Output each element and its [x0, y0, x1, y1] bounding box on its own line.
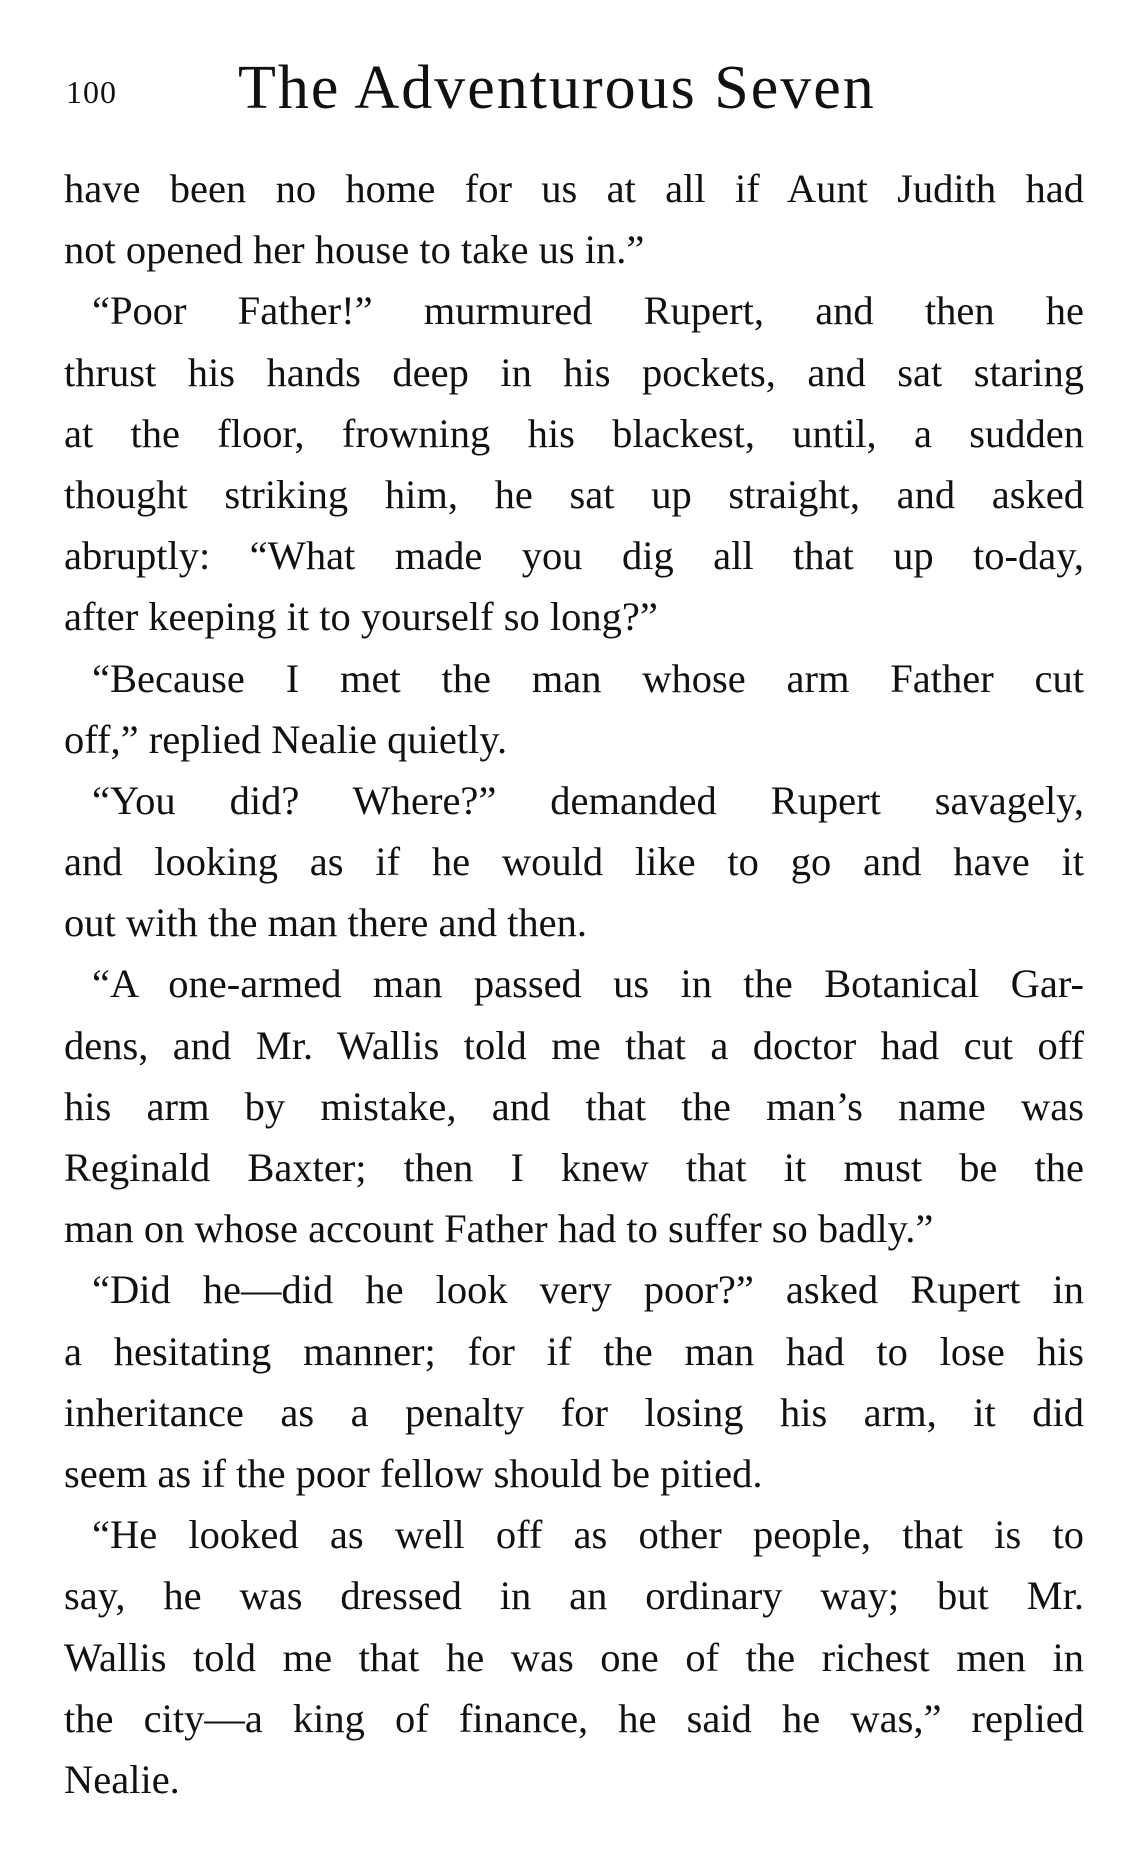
- text-line: “He looked as well off as other people, that is to: [92, 1512, 1084, 1558]
- text-line: off,” replied Nealie quietly.: [64, 716, 508, 762]
- text-line: Reginald Baxter; then I knew that it must be the: [64, 1145, 1084, 1190]
- text-line: seem as if the poor fellow should be pitied.: [64, 1450, 763, 1496]
- text-line: his arm by mistake, and that the man’s name was: [64, 1083, 1084, 1129]
- running-title: The Adventurous Seven: [238, 54, 876, 122]
- text-line: and looking as if he would like to go and have it: [64, 839, 1084, 885]
- text-line: Wallis told me that he was one of the richest men in: [64, 1634, 1084, 1680]
- text-line: the city—a king of finance, he said he was,” replied: [64, 1695, 1084, 1741]
- text-line: “Poor Father!” murmured Rupert, and then he: [92, 288, 1084, 334]
- text-line: thought striking him, he sat up straight, and asked: [64, 471, 1084, 517]
- text-line: at the floor, frowning his blackest, until, a sudden: [64, 410, 1084, 456]
- body-text: [64, 158, 1084, 1810]
- text-line: thrust his hands deep in his pockets, and sat staring: [64, 349, 1084, 395]
- text-line: after keeping it to yourself so long?”: [64, 594, 658, 640]
- text-line: abruptly: “What made you dig all that up to-day,: [64, 533, 1084, 579]
- text-line: inheritance as a penalty for losing his arm, it did: [64, 1389, 1084, 1435]
- text-line: out with the man there and then.: [64, 900, 587, 946]
- text-line: Nealie.: [64, 1756, 180, 1802]
- text-line: say, he was dressed in an ordinary way; but Mr.: [64, 1573, 1084, 1619]
- text-line: man on whose account Father had to suffer so badly.”: [64, 1206, 934, 1252]
- text-line: “A one-armed man passed us in the Botanical Gar-: [92, 961, 1084, 1007]
- text-line: a hesitating manner; for if the man had to lose his: [64, 1328, 1084, 1374]
- text-line: dens, and Mr. Wallis told me that a doctor had cut off: [64, 1022, 1084, 1068]
- text-line: have been no home for us at all if Aunt Judith had: [64, 166, 1084, 211]
- text-line: “Did he—did he look very poor?” asked Rupert in: [92, 1267, 1084, 1313]
- running-head: [62, 48, 1082, 128]
- text-line: “Because I met the man whose arm Father cut: [92, 655, 1084, 701]
- text-line: not opened her house to take us in.”: [64, 227, 645, 273]
- text-line: “You did? Where?” demanded Rupert savagely,: [92, 777, 1084, 823]
- page-number: 100: [66, 74, 117, 110]
